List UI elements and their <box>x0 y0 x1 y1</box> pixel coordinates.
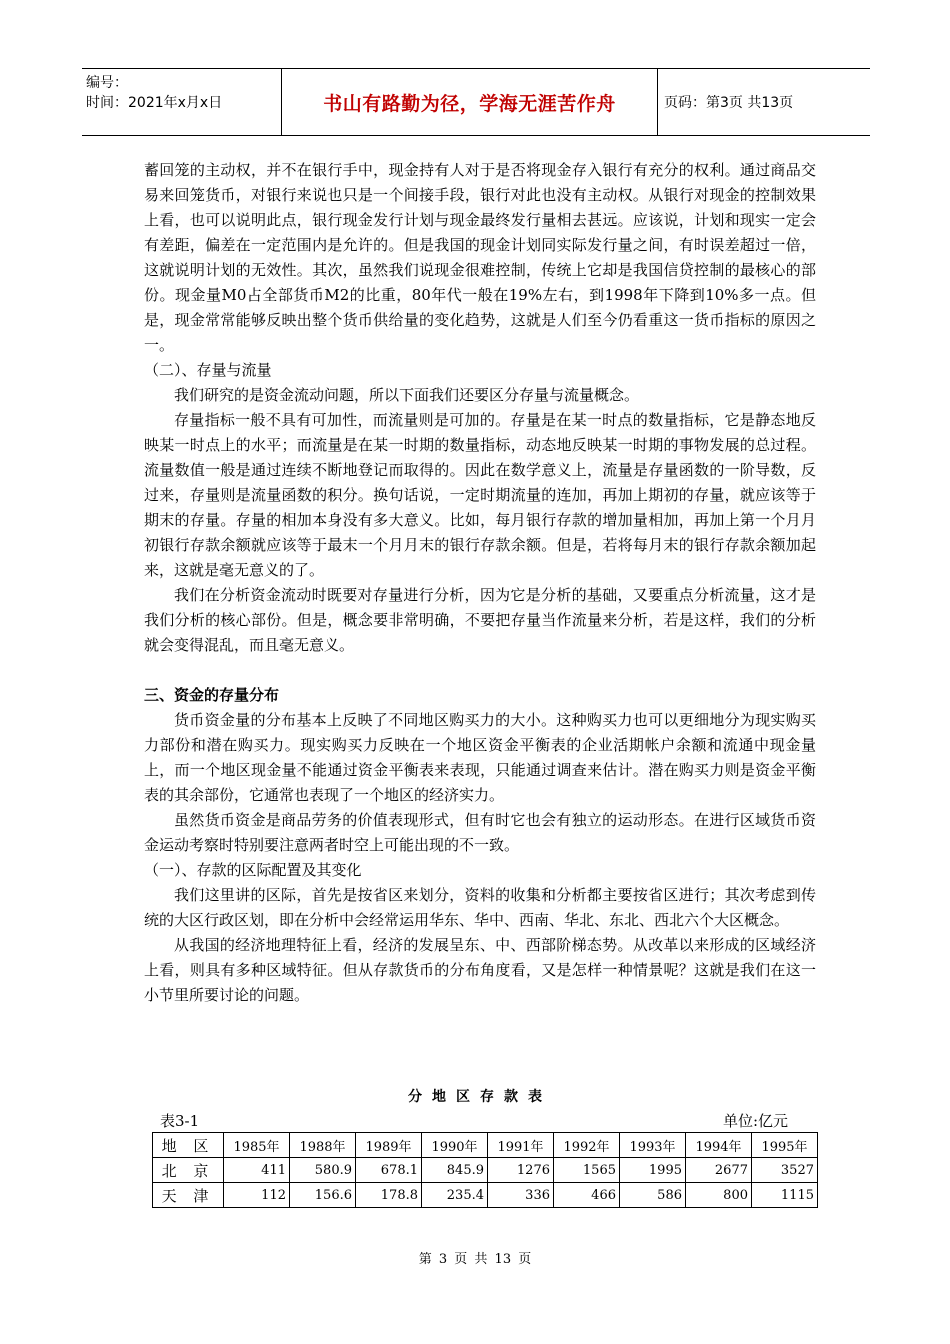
value-cell: 1565 <box>554 1158 620 1183</box>
section-heading: 三、资金的存量分布 <box>144 686 280 704</box>
year-header: 1988年 <box>290 1133 356 1158</box>
year-header: 1992年 <box>554 1133 620 1158</box>
paragraph: 存量指标一般不具有可加性，而流量则是可加的。存量是在某一时点的数量指标，它是静态地反映某一时点上的水平；而流量是在某一时期的数量指标，动态地反映某一时期的事物发展的总过程。流量数值一般是通过连续不断地登记而取得的。因此在数学意义上，流量是存量函数的一阶导数，反过来，存量则是流量函数的积分。换句话说，一定时期流量的连加，再加上期初的存量，就应该等于期末的存量。存量的相加本身没有多大意义。比如，每月银行存款的增加量相加，再加上第一个月月初银行存款余额就应该等于最末一个月月末的银行存款余额。但是，若将每月末的银行存款余额加起来，这就是毫无意义的了。 <box>144 411 816 579</box>
header-meta <box>82 69 282 135</box>
paragraph: 我们在分析资金流动时既要对存量进行分析，因为它是分析的基础，又要重点分析流量，这才是我们分析的核心部份。但是，概念要非常明确，不要把存量当作流量来分析，若是这样，我们的分析就会变得混乱，而且毫无意义。 <box>144 586 816 654</box>
page-footer: 第 3 页 共 13 页 <box>418 1252 532 1267</box>
paragraph: 我们研究的是资金流动问题，所以下面我们还要区分存量与流量概念。 <box>174 386 640 404</box>
table-row <box>153 1158 818 1183</box>
year-header: 1991年 <box>488 1133 554 1158</box>
value-cell: 845.9 <box>422 1158 488 1183</box>
paragraph: 从我国的经济地理特征上看，经济的发展呈东、中、西部阶梯态势。从改革以来形成的区域经济上看，则具有多种区域特征。但从存款货币的分布角度看，又是怎样一种情景呢？这就是我们在这一小节里所要讨论的问题。 <box>144 936 816 1004</box>
value-cell: 411 <box>224 1158 290 1183</box>
year-header: 1994年 <box>686 1133 752 1158</box>
value-cell: 235.4 <box>422 1183 488 1208</box>
region-cell: 北 京 <box>153 1158 224 1183</box>
year-header: 1990年 <box>422 1133 488 1158</box>
table-row <box>153 1183 818 1208</box>
year-header: 1993年 <box>620 1133 686 1158</box>
year-header: 1995年 <box>752 1133 818 1158</box>
table-label: 表3-1 <box>160 1112 200 1130</box>
value-cell: 466 <box>554 1183 620 1208</box>
table-title: 分地区存款表 <box>408 1089 552 1105</box>
subsection-heading: （二）、存量与流量 <box>144 361 272 379</box>
value-cell: 156.6 <box>290 1183 356 1208</box>
year-header: 1989年 <box>356 1133 422 1158</box>
value-cell: 800 <box>686 1183 752 1208</box>
region-header: 地 区 <box>153 1133 224 1158</box>
value-cell: 112 <box>224 1183 290 1208</box>
table-meta <box>160 1110 788 1131</box>
paragraph: 虽然货币资金是商品劳务的价值表现形式，但有时它也会有独立的运动形态。在进行区域货币资金运动考察时特别要注意两者时空上可能出现的不一致。 <box>144 811 816 854</box>
date-label: 时间：2021年x月x日 <box>86 95 223 111</box>
value-cell: 178.8 <box>356 1183 422 1208</box>
value-cell: 678.1 <box>356 1158 422 1183</box>
deposit-table <box>152 1132 818 1208</box>
value-cell: 580.9 <box>290 1158 356 1183</box>
paragraph: 我们这里讲的区际，首先是按省区来划分，资料的收集和分析都主要按省区进行；其次考虑到传统的大区行政区划，即在分析中会经常运用华东、华中、西南、华北、东北、西北六个大区概念。 <box>144 886 816 929</box>
header-motto: 书山有路勤为径，学海无涯苦作舟 <box>282 69 658 135</box>
subsection-heading: （一）、存款的区际配置及其变化 <box>144 861 362 879</box>
page-header <box>82 68 870 136</box>
table-unit: 单位:亿元 <box>722 1112 788 1130</box>
value-cell: 1995 <box>620 1158 686 1183</box>
year-header: 1985年 <box>224 1133 290 1158</box>
value-cell: 2677 <box>686 1158 752 1183</box>
value-cell: 1276 <box>488 1158 554 1183</box>
body-text <box>144 158 816 1008</box>
value-cell: 336 <box>488 1183 554 1208</box>
paragraph: 蓄回笼的主动权，并不在银行手中，现金持有人对于是否将现金存入银行有充分的权利。通过商品交易来回笼货币，对银行来说也只是一个间接手段，银行对此也没有主动权。从银行对现金的控制效果上看，也可以说明此点，银行现金发行计划与现金最终发行量相去甚远。应该说，计划和现实一定会有差距，偏差在一定范围内是允许的。但是我国的现金计划同实际发行量之间，有时误差超过一倍，这就说明计划的无效性。其次，虽然我们说现金很难控制，传统上它却是我国信贷控制的最核心的部份。现金量M0占全部货币M2的比重，80年代一般在19%左右，到1998年下降到10%多一点。但是，现金常常能够反映出整个货币供给量的变化趋势，这就是人们至今仍看重这一货币指标的原因之一。 <box>144 161 816 354</box>
table-header-row <box>153 1133 818 1158</box>
region-cell: 天 津 <box>153 1183 224 1208</box>
value-cell: 3527 <box>752 1158 818 1183</box>
header-page-label: 页码：第3页 共13页 <box>664 95 794 111</box>
code-label: 编号： <box>86 75 128 91</box>
paragraph: 货币资金量的分布基本上反映了不同地区购买力的大小。这种购买力也可以更细地分为现实购买力部份和潜在购买力。现实购买力反映在一个地区资金平衡表的企业活期帐户余额和流通中现金量上，而一个地区现金量不能通过资金平衡表来表现，只能通过调查来估计。潜在购买力则是资金平衡表的其余部份，它通常也表现了一个地区的经济实力。 <box>144 711 816 804</box>
value-cell: 1115 <box>752 1183 818 1208</box>
value-cell: 586 <box>620 1183 686 1208</box>
